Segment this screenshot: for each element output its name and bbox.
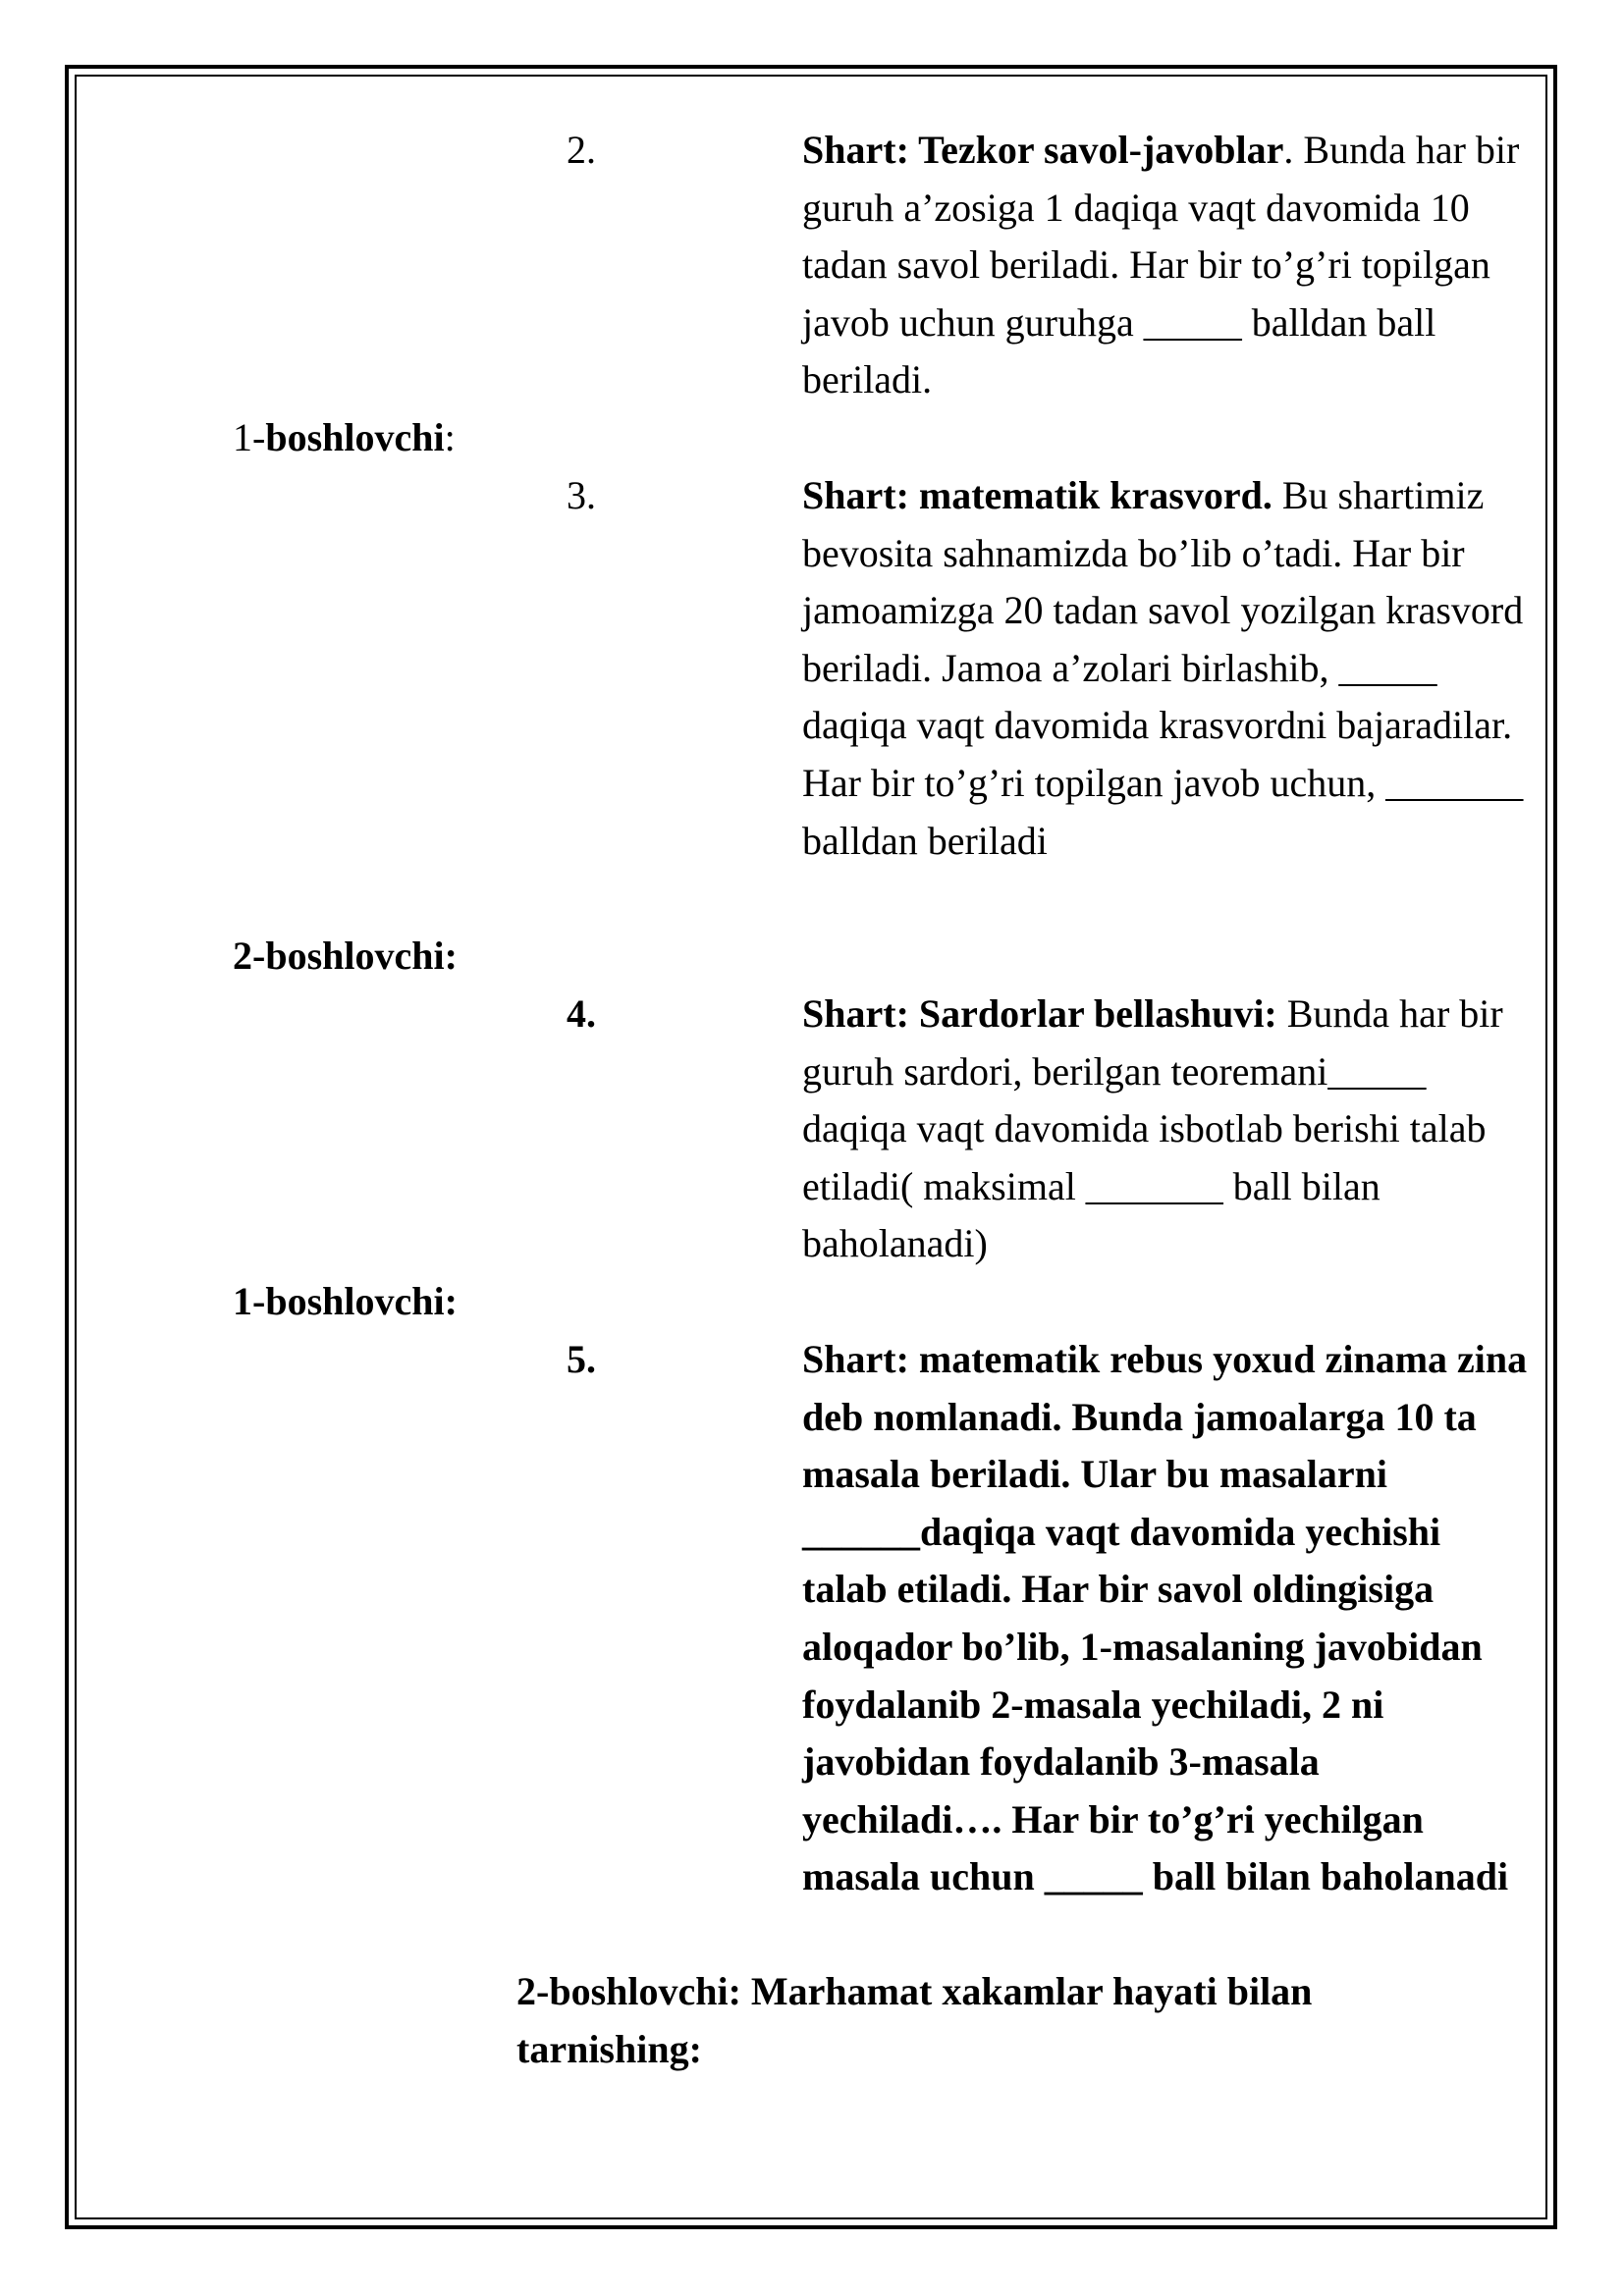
speaker-label-suffix: :: [444, 415, 456, 459]
speaker-label-prefix: 1-: [233, 415, 266, 459]
item-number: 2.: [567, 128, 596, 172]
item-2-text: [802, 122, 1529, 409]
item-body: Bunda har bir guruh sardori, berilgan teoremani_____ daqiqa vaqt davomida isbotlab berishi talab etiladi( maksimal _______ ball bilan baholanadi): [802, 991, 1503, 1266]
item-title: Shart: Tezkor savol-javoblar: [802, 128, 1284, 172]
item-5-text: [802, 1331, 1529, 1906]
speaker-label: 1-boshlovchi:: [233, 1279, 458, 1323]
item-number: 4.: [567, 991, 596, 1036]
item-number: 5.: [567, 1337, 596, 1381]
item-body: Bu shartimiz bevosita sahnamizda bo’lib o’tadi. Har bir jamoamizga 20 tadan savol yozilgan krasvord beriladi. Jamoa a’zolari birlashib, _____ daqiqa vaqt davomida krasvordni bajaradilar. Har bir to’g’ri topilgan javob uchun, _______ balldan beriladi: [802, 473, 1524, 863]
item-3-text: [802, 467, 1529, 870]
speaker-label-name: boshlovchi: [265, 415, 445, 459]
item-title: Shart: matematik krasvord.: [802, 473, 1272, 517]
item-title: Shart: Sardorlar bellashuvi:: [802, 991, 1277, 1036]
item-title: Shart: matematik rebus yoxud zinama zina deb nomlanadi. Bunda jamoalarga 10 ta masala beriladi. Ular bu masalarni ______daqiqa vaqt davomida yechishi talab etiladi. Har bir savol oldingisiga aloqador bo’lib, 1-masalaning javobidan foydalanib 2-masala yechiladi, 2 ni javobidan foydalanib 3-masala yechiladi…. Har bir to’g’ri yechilgan masala uchun _____ ball bilan baholanadi: [802, 1337, 1528, 1899]
item-4-text: [802, 986, 1529, 1273]
item-number: 3.: [567, 473, 596, 517]
speaker-label: [233, 409, 456, 467]
item-body: . Bunda har bir guruh a’zosiga 1 daqiqa vaqt davomida 10 tadan savol beriladi. Har bir to’g’ri topilgan javob uchun guruhga _____ balldan ball beriladi.: [802, 128, 1520, 402]
speaker-label: 2-boshlovchi:: [233, 934, 458, 978]
closing-paragraph: 2-boshlovchi: Marhamat xakamlar hayati bilan tarnishing:: [516, 1969, 1313, 2071]
